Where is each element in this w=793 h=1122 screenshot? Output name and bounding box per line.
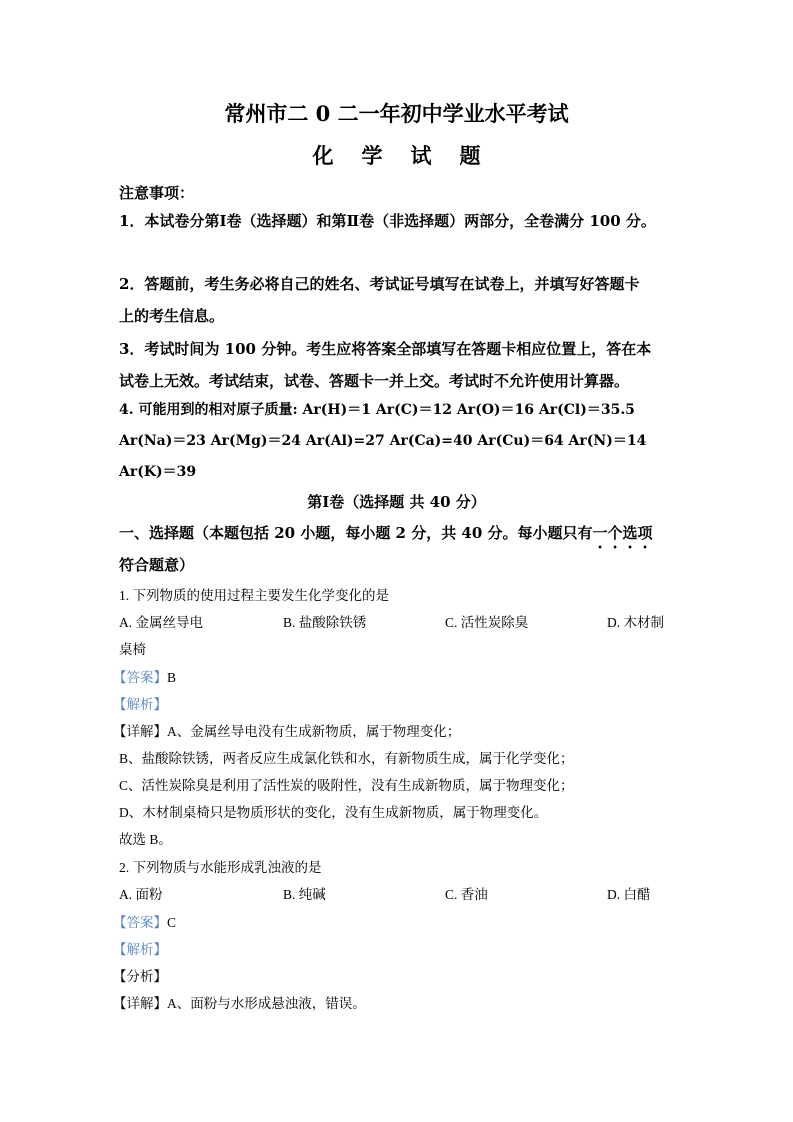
notice-item-3: 3．考试时间为 100 分钟。考生应将答案全部填写在答题卡相应位置上，答在本 (119, 340, 652, 358)
section-instructions (119, 522, 653, 552)
section-instructions-text: 一、选择题（本题包括 20 小题，每小题 2 分，共 40 分。每小题只有 (119, 524, 593, 542)
question-2-detail-1: 【详解】A、面粉与水形成悬浊液，错误。 (113, 996, 366, 1011)
question-1-stem: 1. 下列物质的使用过程主要发生化学变化的是 (119, 588, 389, 603)
question-1-option-c: C. 活性炭除臭 (445, 615, 529, 630)
question-1-detail-1: 【详解】A、金属丝导电没有生成新物质，属于物理变化； (113, 724, 461, 739)
question-1-answer (113, 666, 176, 686)
notice-item-1: 1．本试卷分第Ⅰ卷（选择题）和第Ⅱ卷（非选择题）两部分，全卷满分 100 分。 (119, 212, 656, 230)
notice-heading: 注意事项： (119, 184, 195, 202)
notice-item-4: 4. 可能用到的相对原子质量: Ar(H)＝1 Ar(C)＝12 Ar(O)＝16 Ar(Cl)＝35.5 (119, 402, 635, 418)
answer-value: C (167, 915, 177, 930)
question-2-option-b: B. 纯碱 (283, 887, 326, 902)
question-2-option-d: D. 白醋 (607, 887, 651, 902)
question-1-analysis-tag: 【解析】 (113, 697, 167, 712)
answer-tag: 【答案】 (113, 915, 167, 930)
exam-title: 常州市二 0 二一年初中学业水平考试 (224, 101, 569, 126)
exam-subject-title: 化学试题 (312, 143, 509, 168)
notice-item-4-cont2: Ar(K)＝39 (119, 464, 197, 480)
question-1-detail-3: C、活性炭除臭是利用了活性炭的吸附性，没有生成新物质，属于物理变化； (119, 778, 574, 793)
question-2-fenxi-tag: 【分析】 (113, 969, 167, 984)
question-1-detail-4: D、木材制桌椅只是物质形状的变化，没有生成新物质，属于物理变化。 (119, 805, 548, 820)
section-instructions-cont: 符合题意） (119, 556, 195, 574)
section-instructions-emphasis: 一个选项 (592, 524, 653, 542)
question-1-option-d: D. 木材制 (607, 615, 664, 630)
question-2-option-a: A. 面粉 (119, 887, 163, 902)
question-2-answer (113, 911, 176, 931)
question-1-option-b: B. 盐酸除铁锈 (283, 615, 367, 630)
question-2-option-c: C. 香油 (445, 887, 488, 902)
question-1-conclusion: 故选 B。 (119, 832, 172, 847)
notice-item-2-cont: 上的考生信息。 (119, 307, 225, 325)
question-1-detail-2: B、盐酸除铁锈，两者反应生成氯化铁和水，有新物质生成，属于化学变化； (119, 751, 574, 766)
answer-tag: 【答案】 (113, 670, 167, 685)
question-1-option-d-cont: 桌椅 (119, 642, 146, 657)
notice-item-4-cont: Ar(Na)＝23 Ar(Mg)＝24 Ar(Al)=27 Ar(Ca)=40 Ar(Cu)＝64 Ar(N)＝14 (119, 433, 647, 449)
answer-value: B (167, 670, 177, 685)
section-title: 第Ⅰ卷（选择题 共 40 分） (307, 493, 486, 511)
question-1-option-a: A. 金属丝导电 (119, 615, 203, 630)
notice-item-3-cont: 试卷上无效。考试结束，试卷、答题卡一并上交。考试时不允许使用计算器。 (119, 372, 630, 390)
question-2-stem: 2. 下列物质与水能形成乳浊液的是 (119, 860, 322, 875)
question-2-analysis-tag: 【解析】 (113, 942, 167, 957)
notice-item-2: 2．答题前，考生务必将自己的姓名、考试证号填写在试卷上，并填写好答题卡 (119, 275, 640, 293)
